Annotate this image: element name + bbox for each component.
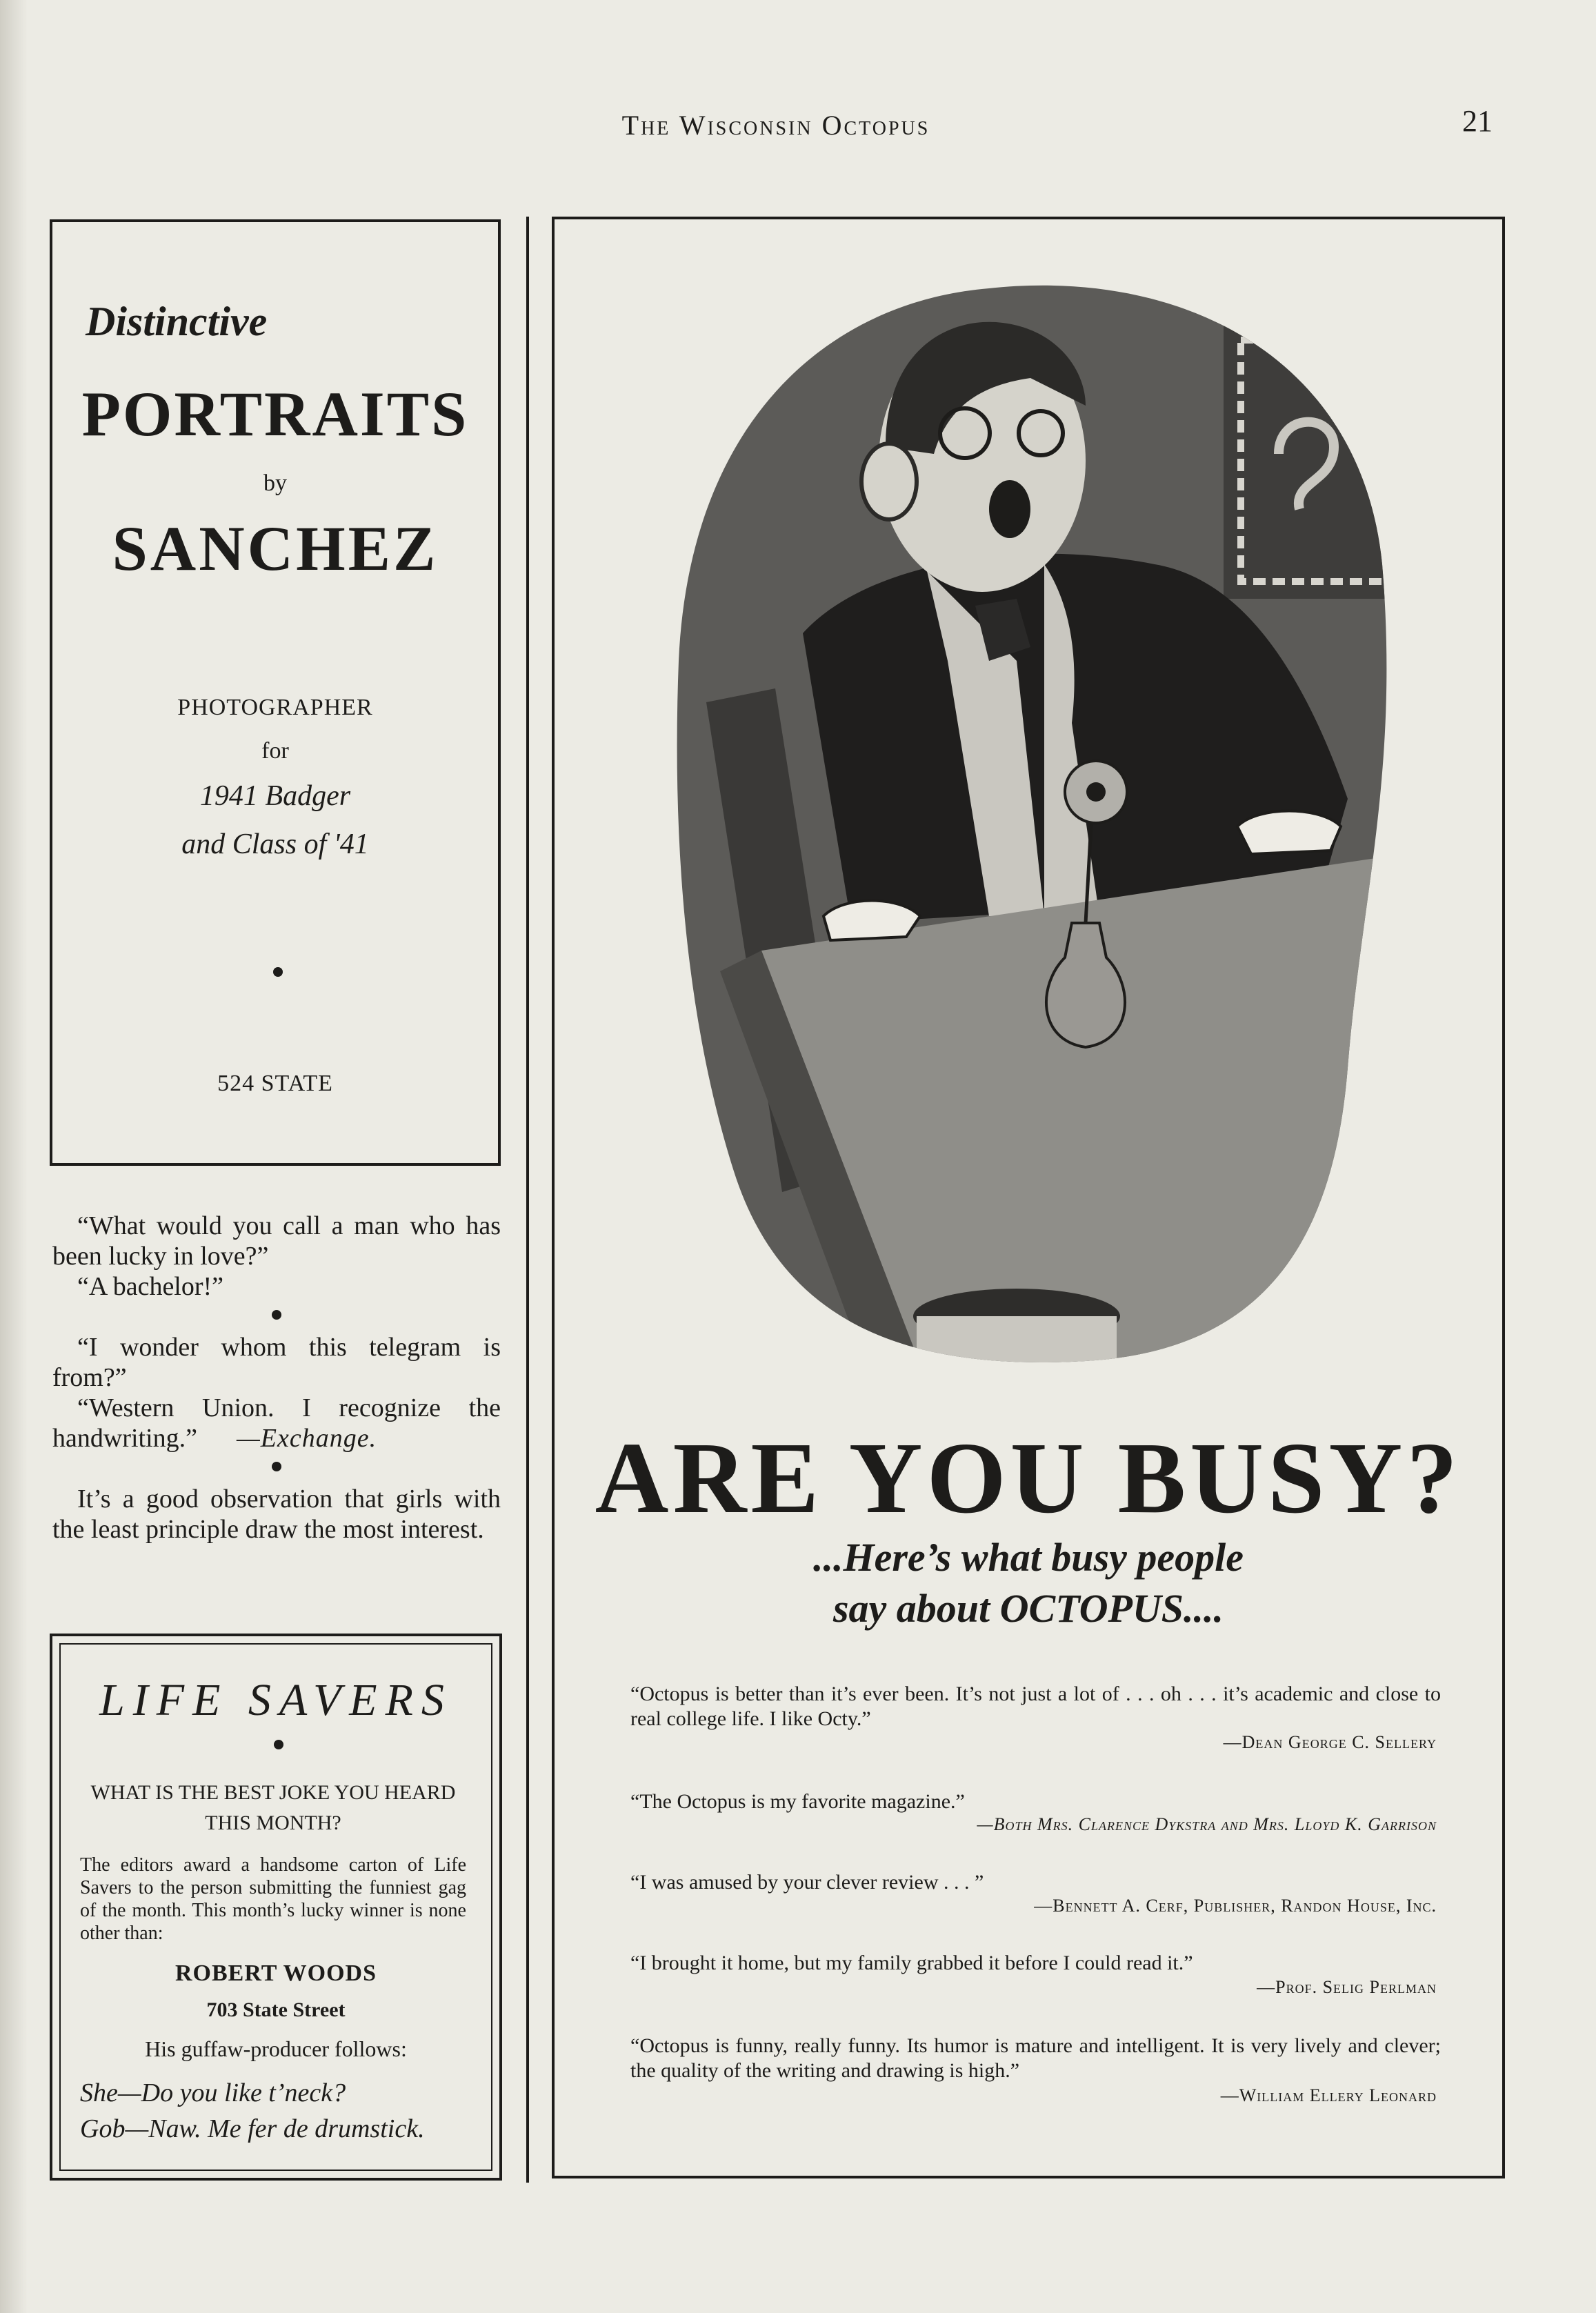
joke-2-source: —Exchange. xyxy=(237,1424,377,1453)
portrait-ad xyxy=(50,219,501,1166)
life-savers-joke-line-1: She—Do you like t’neck? xyxy=(80,2078,346,2107)
joke-2-question: “I wonder whom this telegram is from?” xyxy=(52,1333,501,1392)
joke-3: It’s a good observation that girls with the least principle draw the most interest. xyxy=(52,1485,501,1544)
portrait-ad-photographer: PHOTOGRAPHER xyxy=(177,695,373,720)
testimonial-quote: “I was amused by your clever review . . . ” xyxy=(630,1871,984,1894)
bullet-dot xyxy=(274,1740,283,1749)
life-savers-follows: His guffaw-producer follows: xyxy=(145,2036,407,2061)
jokes-column xyxy=(52,1211,501,1545)
column-rule xyxy=(526,217,529,2183)
portrait-ad-address: 524 STATE xyxy=(217,1071,333,1096)
portrait-ad-portraits: PORTRAITS xyxy=(81,379,469,449)
life-savers-joke-line-2: Gob—Naw. Me fer de drumstick. xyxy=(80,2114,425,2143)
portrait-ad-distinctive: Distinctive xyxy=(86,299,268,344)
octopus-ad-subhead-line-1: ...Here’s what busy people xyxy=(813,1535,1244,1580)
bullet-dot xyxy=(272,1310,281,1320)
joke-1-question: “What would you call a man who has been lucky in love?” xyxy=(52,1211,501,1271)
portrait-ad-class: and Class of '41 xyxy=(181,828,369,860)
testimonial-attribution: —Dean George C. Sellery xyxy=(1223,1732,1437,1752)
life-savers-winner-street: 703 State Street xyxy=(206,1998,346,2021)
testimonial-quote: “The Octopus is my favorite magazine.” xyxy=(630,1790,965,1813)
page-number: 21 xyxy=(1462,104,1493,138)
portrait-ad-studio: SANCHEZ xyxy=(112,513,439,584)
bullet-dot xyxy=(273,967,283,977)
life-savers-box xyxy=(50,1634,502,2181)
busy-man-illustration xyxy=(658,275,1403,1364)
testimonial-attribution: —William Ellery Leonard xyxy=(1220,2085,1437,2105)
portrait-ad-badger: 1941 Badger xyxy=(199,780,351,812)
testimonial-quote: “Octopus is better than it’s ever been. It’s not just a lot of . . . oh . . . it’s academic and close to real college life. I like Octy.” xyxy=(630,1682,1441,1730)
testimonial-attribution: —Both Mrs. Clarence Dykstra and Mrs. Lloyd K. Garrison xyxy=(977,1814,1437,1834)
portrait-ad-by: by xyxy=(263,470,287,496)
testimonial-quote: “I brought it home, but my family grabbed it before I could read it.” xyxy=(630,1952,1193,1974)
life-savers-question: WHAT IS THE BEST JOKE YOU HEARD THIS MONTH? xyxy=(90,1781,456,1834)
portrait-ad-for: for xyxy=(261,738,289,764)
joke-2-answer-text: “Western Union. I recognize the handwriting.” xyxy=(52,1393,501,1453)
bullet-dot xyxy=(272,1462,281,1471)
testimonial-attribution: —Bennett A. Cerf, Publisher, Randon House, Inc. xyxy=(1034,1896,1437,1916)
joke-1-answer: “A bachelor!” xyxy=(77,1272,224,1301)
octopus-ad-headline: ARE YOU BUSY? xyxy=(595,1422,1462,1535)
page-gutter-shadow xyxy=(0,0,28,2313)
running-head: The Wisconsin Octopus xyxy=(621,110,930,141)
joke-2-answer xyxy=(52,1393,501,1453)
life-savers-winner-name: ROBERT WOODS xyxy=(174,1960,377,1986)
octopus-ad xyxy=(552,217,1505,2178)
testimonial-attribution: —Prof. Selig Perlman xyxy=(1257,1977,1437,1997)
testimonial-quote: “Octopus is funny, really funny. Its humor is mature and intelligent. It is very lively and clever; the quality of the writing and drawing is high.” xyxy=(630,2034,1441,2082)
ad-bottom-rule xyxy=(556,2176,1502,2178)
octopus-ad-subhead-line-2: say about OCTOPUS.... xyxy=(832,1586,1224,1631)
life-savers-title: LIFE SAVERS xyxy=(99,1675,452,1725)
life-savers-body: The editors award a handsome carton of Life Savers to the person submitting the funniest gag of the month. This month’s lucky winner is none other than: xyxy=(80,1854,466,1944)
